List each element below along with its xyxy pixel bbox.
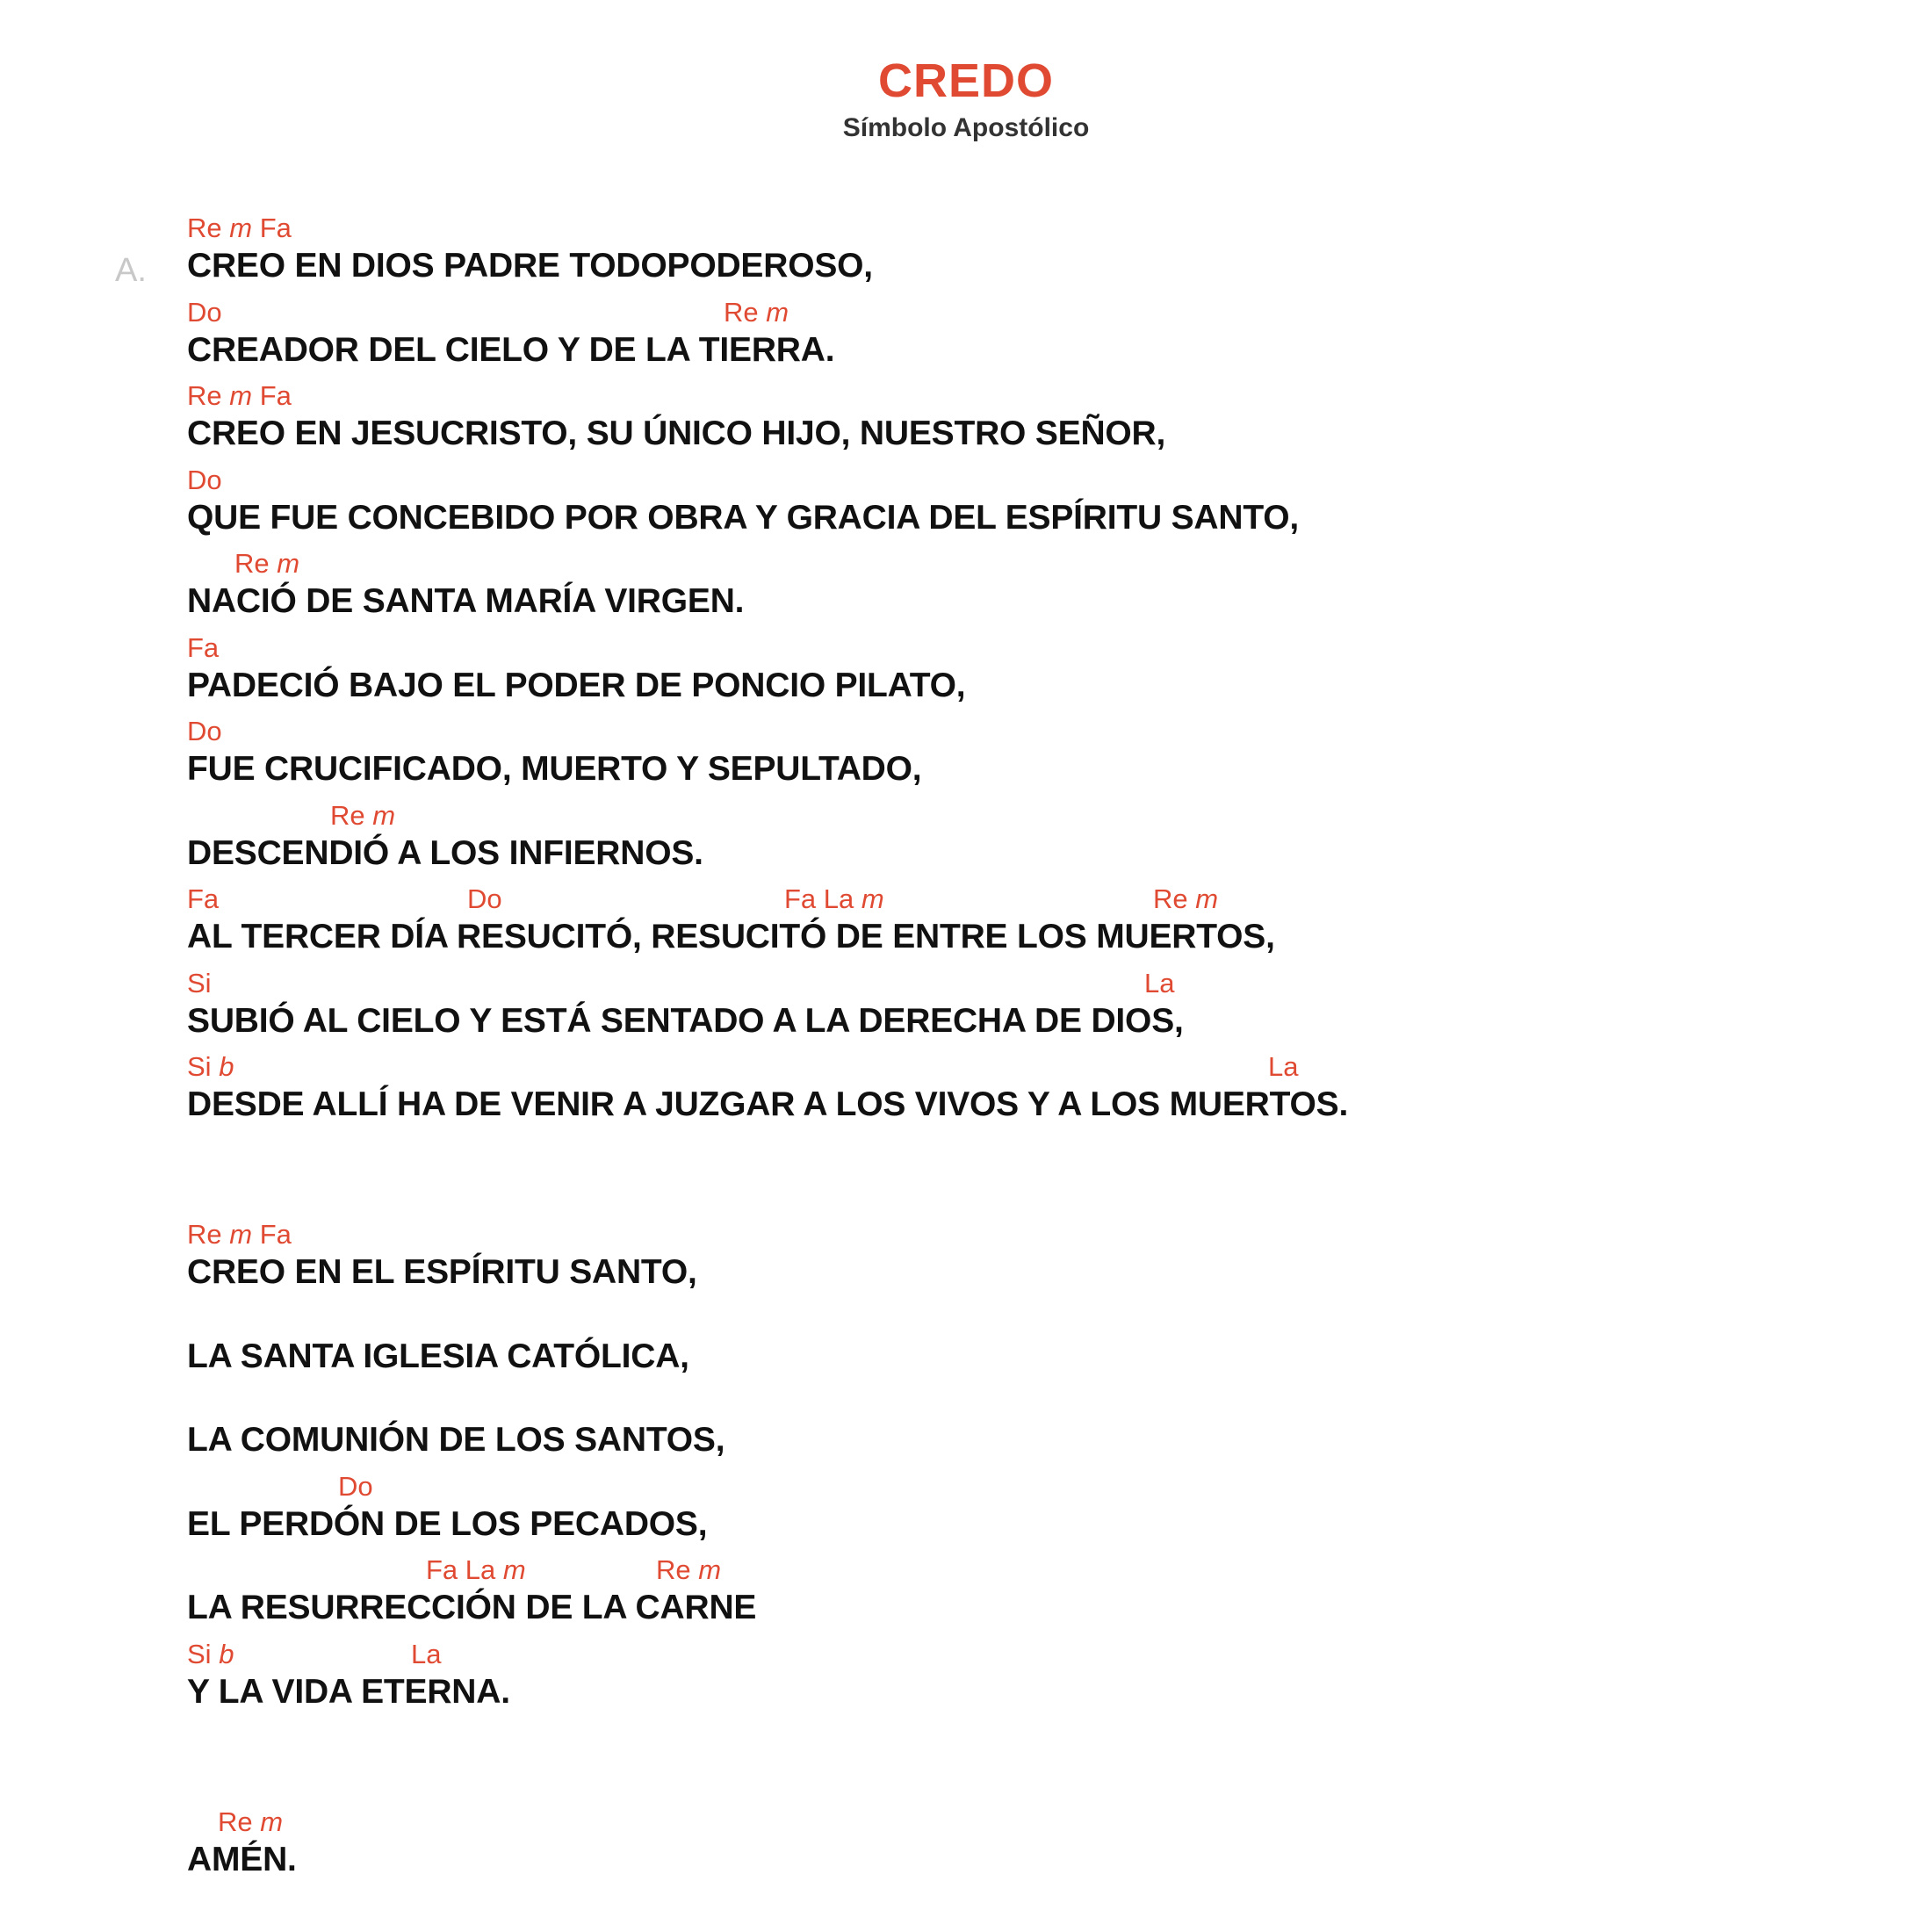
chord bbox=[187, 297, 222, 328]
song-subtitle: Símbolo Apostólico bbox=[842, 113, 1090, 142]
chord-row bbox=[187, 1801, 1348, 1840]
lyric-line: LA SANTA IGLESIA CATÓLICA, bbox=[187, 1337, 689, 1375]
chord-quality: m bbox=[766, 296, 789, 328]
chord-quality: m bbox=[277, 548, 300, 579]
lyric-line: DESCENDIÓ A LOS INFIERNOS. bbox=[187, 833, 703, 872]
chord-root: Do bbox=[187, 464, 222, 495]
chord-root: Si bbox=[187, 1051, 212, 1082]
chord bbox=[1144, 968, 1174, 999]
chord bbox=[187, 968, 212, 999]
chord-root: Do bbox=[187, 716, 222, 746]
chord-extra: Fa bbox=[259, 213, 292, 243]
chord-root: Re bbox=[724, 296, 759, 328]
chord bbox=[218, 1806, 283, 1838]
stanza-gap bbox=[187, 1130, 1348, 1215]
chord bbox=[187, 1051, 234, 1083]
song-line bbox=[187, 1214, 1348, 1298]
stanza bbox=[187, 1801, 1348, 1885]
lyric-line: NACIÓ DE SANTA MARÍA VIRGEN. bbox=[187, 582, 745, 620]
chord bbox=[724, 297, 789, 328]
chord-row bbox=[187, 1549, 1348, 1588]
song-line bbox=[187, 1801, 1348, 1885]
chord-row bbox=[187, 459, 1348, 498]
song-line bbox=[187, 795, 1348, 879]
chord bbox=[187, 716, 222, 747]
chord-root: Re bbox=[1153, 883, 1188, 914]
lyric-line: DESDE ALLÍ HA DE VENIR A JUZGAR A LOS VIVOS Y A LOS MUERTOS. bbox=[187, 1085, 1349, 1123]
chord bbox=[1153, 883, 1218, 915]
chord-quality: m bbox=[229, 380, 253, 411]
song-line bbox=[187, 543, 1348, 627]
chord-row bbox=[187, 710, 1348, 749]
chord-row bbox=[187, 795, 1348, 833]
stanza-gap bbox=[187, 1717, 1348, 1801]
chord-root: La bbox=[411, 1638, 442, 1669]
chord-root: Do bbox=[187, 296, 222, 328]
lyric-line: PADECIÓ BAJO EL PODER DE PONCIO PILATO, bbox=[187, 666, 966, 704]
chord-root: Re bbox=[187, 1219, 222, 1250]
song-line bbox=[187, 1466, 1348, 1550]
song-body bbox=[187, 207, 1348, 1885]
chord-extra: Fa bbox=[259, 1219, 292, 1250]
lyric-line: LA COMUNIÓN DE LOS SANTOS, bbox=[187, 1421, 725, 1459]
chord-root: Re bbox=[187, 213, 222, 243]
chord-root: Fa bbox=[187, 883, 220, 914]
chord bbox=[467, 883, 502, 915]
stanza bbox=[187, 207, 1348, 1130]
chord-quality: m bbox=[372, 799, 396, 831]
chord-row bbox=[187, 627, 1348, 666]
song-line bbox=[187, 710, 1348, 795]
chord bbox=[234, 548, 299, 580]
chord-root: Re bbox=[218, 1806, 253, 1837]
chord-quality: b bbox=[219, 1638, 234, 1669]
lyric-line: CREADOR DEL CIELO Y DE LA TIERRA. bbox=[187, 330, 835, 369]
chord-extra: Fa bbox=[259, 380, 292, 411]
chord-row bbox=[187, 1466, 1348, 1504]
chord bbox=[187, 380, 292, 412]
chord-root: Do bbox=[338, 1470, 373, 1502]
chord bbox=[784, 883, 884, 915]
chord-row bbox=[187, 207, 1348, 246]
chord-root: Fa La bbox=[426, 1554, 496, 1585]
chord-quality: b bbox=[219, 1051, 234, 1082]
chord-quality: m bbox=[698, 1554, 722, 1585]
chord bbox=[187, 465, 222, 496]
song-line bbox=[187, 627, 1348, 711]
chord-row bbox=[187, 1298, 1348, 1337]
chord bbox=[426, 1554, 526, 1586]
chord-root: La bbox=[1144, 967, 1175, 998]
chord-root: Fa La bbox=[784, 883, 854, 914]
song-line bbox=[187, 1298, 1348, 1382]
chord-quality: m bbox=[229, 213, 253, 243]
song-line bbox=[187, 1046, 1348, 1130]
song-header bbox=[0, 54, 1932, 146]
chord-row bbox=[187, 292, 1348, 330]
chord bbox=[1268, 1051, 1298, 1083]
chord-row bbox=[187, 1633, 1348, 1672]
chord-root: Si bbox=[187, 1638, 212, 1669]
chord bbox=[187, 883, 219, 915]
chord-row bbox=[187, 962, 1348, 1001]
stanza bbox=[187, 1214, 1348, 1717]
chord-row bbox=[187, 543, 1348, 581]
chord-row bbox=[187, 1046, 1348, 1085]
chord bbox=[411, 1639, 441, 1670]
chord-root: Fa bbox=[187, 631, 220, 663]
lyric-line: SUBIÓ AL CIELO Y ESTÁ SENTADO A LA DERECHA DE DIOS, bbox=[187, 1001, 1184, 1040]
chord bbox=[338, 1471, 373, 1503]
chord-root: La bbox=[1268, 1051, 1299, 1082]
chord-root: Si bbox=[187, 967, 212, 998]
chord-quality: m bbox=[260, 1806, 284, 1837]
lyric-line: EL PERDÓN DE LOS PECADOS, bbox=[187, 1504, 708, 1543]
song-line bbox=[187, 878, 1348, 962]
chord-row bbox=[187, 1381, 1348, 1420]
song-line bbox=[187, 292, 1348, 376]
chord-root: Do bbox=[467, 883, 502, 914]
lyric-line: FUE CRUCIFICADO, MUERTO Y SEPULTADO, bbox=[187, 750, 922, 788]
song-line bbox=[187, 1381, 1348, 1466]
chord-row bbox=[187, 1214, 1348, 1252]
lyric-line: AMÉN. bbox=[187, 1840, 297, 1878]
chord-root: Re bbox=[330, 799, 365, 831]
lyric-line: Y LA VIDA ETERNA. bbox=[187, 1672, 510, 1711]
verse-label: A. bbox=[115, 252, 147, 289]
chord bbox=[187, 1639, 234, 1670]
song-line bbox=[187, 375, 1348, 459]
chord-quality: m bbox=[861, 883, 884, 914]
lyric-line: CREO EN EL ESPÍRITU SANTO, bbox=[187, 1253, 697, 1291]
chord bbox=[187, 1219, 292, 1251]
chord bbox=[187, 632, 219, 664]
chord-root: Re bbox=[234, 548, 270, 579]
lyric-line: LA RESURRECCIÓN DE LA CARNE bbox=[187, 1589, 757, 1626]
chord bbox=[656, 1554, 721, 1586]
lyric-line: AL TERCER DÍA RESUCITÓ, RESUCITÓ DE ENTRE LOS MUERTOS, bbox=[187, 918, 1275, 955]
lyric-line: CREO EN JESUCRISTO, SU ÚNICO HIJO, NUESTRO SEÑOR, bbox=[187, 415, 1166, 452]
song-line bbox=[187, 962, 1348, 1047]
lyric-line: QUE FUE CONCEBIDO POR OBRA Y GRACIA DEL ESPÍRITU SANTO, bbox=[187, 498, 1300, 537]
chord-quality: m bbox=[502, 1554, 526, 1585]
chord-quality: m bbox=[1195, 883, 1219, 914]
chord-quality: m bbox=[229, 1219, 253, 1250]
song-line bbox=[187, 459, 1348, 544]
song-line bbox=[187, 1633, 1348, 1718]
chord-row bbox=[187, 375, 1348, 414]
lyric-line: CREO EN DIOS PADRE TODOPODEROSO, bbox=[187, 247, 873, 285]
song-title: CREDO bbox=[877, 54, 1054, 107]
chord-root: Re bbox=[656, 1554, 691, 1585]
chord bbox=[187, 213, 292, 244]
chord-row bbox=[187, 878, 1348, 917]
chord-root: Re bbox=[187, 380, 222, 411]
song-line bbox=[187, 1549, 1348, 1633]
song-line bbox=[187, 207, 1348, 292]
chord bbox=[330, 800, 395, 832]
